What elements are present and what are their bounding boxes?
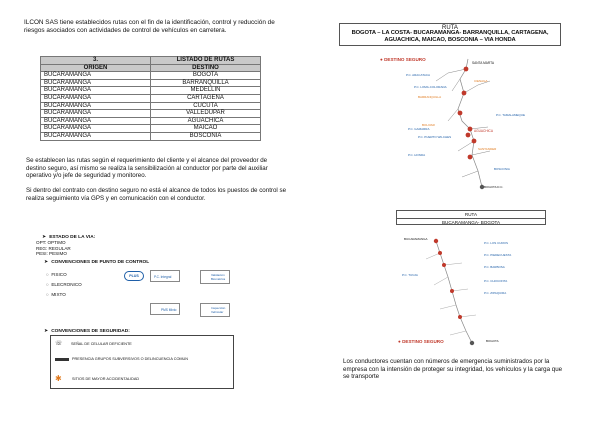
accident-icon: ✱ — [55, 374, 62, 383]
map-label: P.C. LOS CUROS — [484, 241, 508, 245]
table-row — [41, 72, 261, 80]
map2-title-label: RUTA — [397, 211, 545, 219]
brand-pin-icon: ● — [398, 339, 401, 344]
bullet-icon: ➤ — [44, 259, 49, 265]
destination-cell: MAICAO — [151, 125, 261, 133]
route-label: RUTA — [442, 25, 458, 31]
control-points-title: CONVENCIONES DE PUNTO DE CONTROL — [51, 259, 150, 265]
map-label: P.C. ARACATACA — [406, 73, 431, 77]
sensitization-paragraph: Se establecen las rutas según el requerimiento del cliente y el alcance del proveedor de destino seguro, así mismo se realiza la sensibilización al conductor por parte del auxiliar operativo y/o jefe de seguridad y monitoreo. — [26, 157, 268, 180]
origin-cell: BUCARAMANGA — [41, 87, 151, 95]
map-label: BUCARAMANGA — [404, 237, 428, 241]
origin-cell: BUCARAMANGA — [41, 102, 151, 110]
table-row — [41, 94, 261, 102]
gps-paragraph: Si dentro del contrato con destino seguro no está el alcance de todos los puestos de control se realiza seguimiento vía GPS y en comunicación con el conductor. — [26, 187, 287, 202]
phone-icon: ☏ — [55, 341, 63, 347]
table-row — [41, 87, 261, 95]
map-label: P.C. GAMARRA — [408, 127, 430, 131]
table-row — [41, 125, 261, 133]
map-label: P.C. LOMA-COLORADA — [414, 85, 447, 89]
destination-cell: AGUACHICA — [151, 117, 261, 125]
table-row — [41, 110, 261, 118]
origin-header: ORIGEN — [41, 64, 151, 72]
map-label: P.C. ZIPAQUIRA — [484, 291, 507, 295]
origin-cell: BUCARAMANGA — [41, 72, 151, 80]
origin-cell: BUCARAMANGA — [41, 79, 151, 87]
brand-logo: ● DESTINO SEGURO — [398, 339, 444, 344]
map-label: CIENAGA — [474, 79, 488, 83]
routes-table — [40, 56, 261, 141]
map-label: BOGOTA — [486, 339, 499, 343]
map-label: P.C. TAMALAMEQUE — [496, 113, 526, 117]
bullet-icon: ➤ — [44, 328, 49, 334]
security-title: CONVENCIONES DE SEGURIDAD: — [51, 328, 130, 334]
route-map-north — [378, 55, 548, 195]
subversive-groups-label: PRESENCIA GRUPOS SUBVERSIVOS O DELINCUENCIA COMUN — [72, 357, 189, 361]
control-fisico: ○ FISICO — [46, 272, 67, 277]
route-map-graphic — [378, 55, 548, 195]
map-label: SANTA MARTA — [472, 61, 494, 65]
table-row — [41, 79, 261, 87]
origin-cell: BUCARAMANGA — [41, 94, 151, 102]
destination-cell: CUCUTA — [151, 102, 261, 110]
destination-cell: BOGOTA — [151, 72, 261, 80]
security-legend-box — [50, 335, 234, 389]
rifle-icon — [55, 358, 69, 361]
biometric-box-icon: Validación Biométrica — [200, 270, 230, 284]
table-number: 3. — [41, 57, 151, 65]
map-label: BARRANQUILLA — [418, 95, 442, 99]
map-label: P.C. PUERTO WILCHES — [418, 135, 452, 139]
map2-title-box — [396, 210, 546, 225]
legend-panel — [32, 233, 252, 393]
map-label: AGUACHICA — [474, 129, 493, 133]
map-label: P.C. BARBOSA — [484, 265, 505, 269]
accident-sites-label: SITIOS DE MAYOR ACCIDENTALIDAD — [72, 377, 140, 381]
brand-pin-icon: ● — [380, 57, 383, 62]
route-map-graphic — [396, 235, 546, 350]
origin-cell: BUCARAMANGA — [41, 125, 151, 133]
map-label: P.C. CHOCONTA — [484, 279, 508, 283]
origin-cell: BUCARAMANGA — [41, 110, 151, 118]
table-row — [41, 102, 261, 110]
map-label: P.C. PIEDECUESTA — [484, 253, 512, 257]
map-label: BOLIVAR — [422, 123, 435, 127]
destination-header: DESTINO — [151, 64, 261, 72]
route-map-south — [396, 235, 546, 350]
integral-box-icon: P.C. Integral — [150, 270, 180, 282]
bullet-icon: ➤ — [42, 234, 47, 240]
destination-cell: MEDELLIN — [151, 87, 261, 95]
table-row — [41, 132, 261, 140]
inspection-box-icon: Inspección Vehicular — [200, 303, 230, 317]
destination-cell: VALLEDUPAR — [151, 110, 261, 118]
pms-box-icon: PMS Mixto — [150, 303, 180, 315]
weak-signal-label: SEÑAL DE CELULAR DEFICIENTE — [71, 342, 132, 346]
control-electronico: ○ ELECRONICO — [46, 282, 82, 287]
origin-cell: BUCARAMANGA — [41, 132, 151, 140]
road-status-title: ESTADO DE LA VIA: — [49, 234, 96, 240]
table-row — [41, 117, 261, 125]
brand-logo: ● DESTINO SEGURO — [380, 57, 426, 62]
status-optimo: OPT: OPTIMO — [36, 240, 66, 245]
destination-cell: BARRANQUILLA — [151, 79, 261, 87]
intro-paragraph: ILCON SAS tiene establecidos rutas con el fin de la identificación, control y reducción de riesgos asociados con actividades de control de vehículos en carretera. — [24, 19, 275, 34]
origin-cell: BUCARAMANGA — [41, 117, 151, 125]
map-label: BOGOTA D.C. — [484, 185, 504, 189]
map2-title: BUCARAMANGA- BOGOTA — [441, 220, 501, 225]
control-mixto: ○ MIXTO — [46, 292, 66, 297]
emergency-numbers-paragraph: Los conductores cuentan con números de emergencia suministrados por la empresa con la intensión de proteger su integridad, los vehículos y la carga que se transporte — [343, 358, 563, 381]
table-title: LISTADO DE RUTAS — [151, 57, 261, 65]
plus-logo-icon: PLUS — [124, 271, 144, 281]
route-subtitle: BOGOTA – LA COSTA- BUCARAMANGA- BARRANQUILLA, CARTAGENA, AGUACHICA, MAICAO, BOSCONIA – VIA HONDA — [351, 30, 549, 43]
map-label: BOSCONIA — [494, 167, 510, 171]
map-label: P.C. HONDA — [408, 153, 426, 157]
map-label: P.C. TUNJA — [402, 273, 418, 277]
status-regular: REG: REGULAR — [36, 245, 71, 251]
destination-cell: BOSCONIA — [151, 132, 261, 140]
status-pesimo: PESI: PESIMO — [36, 251, 67, 257]
map-label: SANTANDER — [478, 147, 497, 151]
destination-cell: CARTAGENA — [151, 94, 261, 102]
